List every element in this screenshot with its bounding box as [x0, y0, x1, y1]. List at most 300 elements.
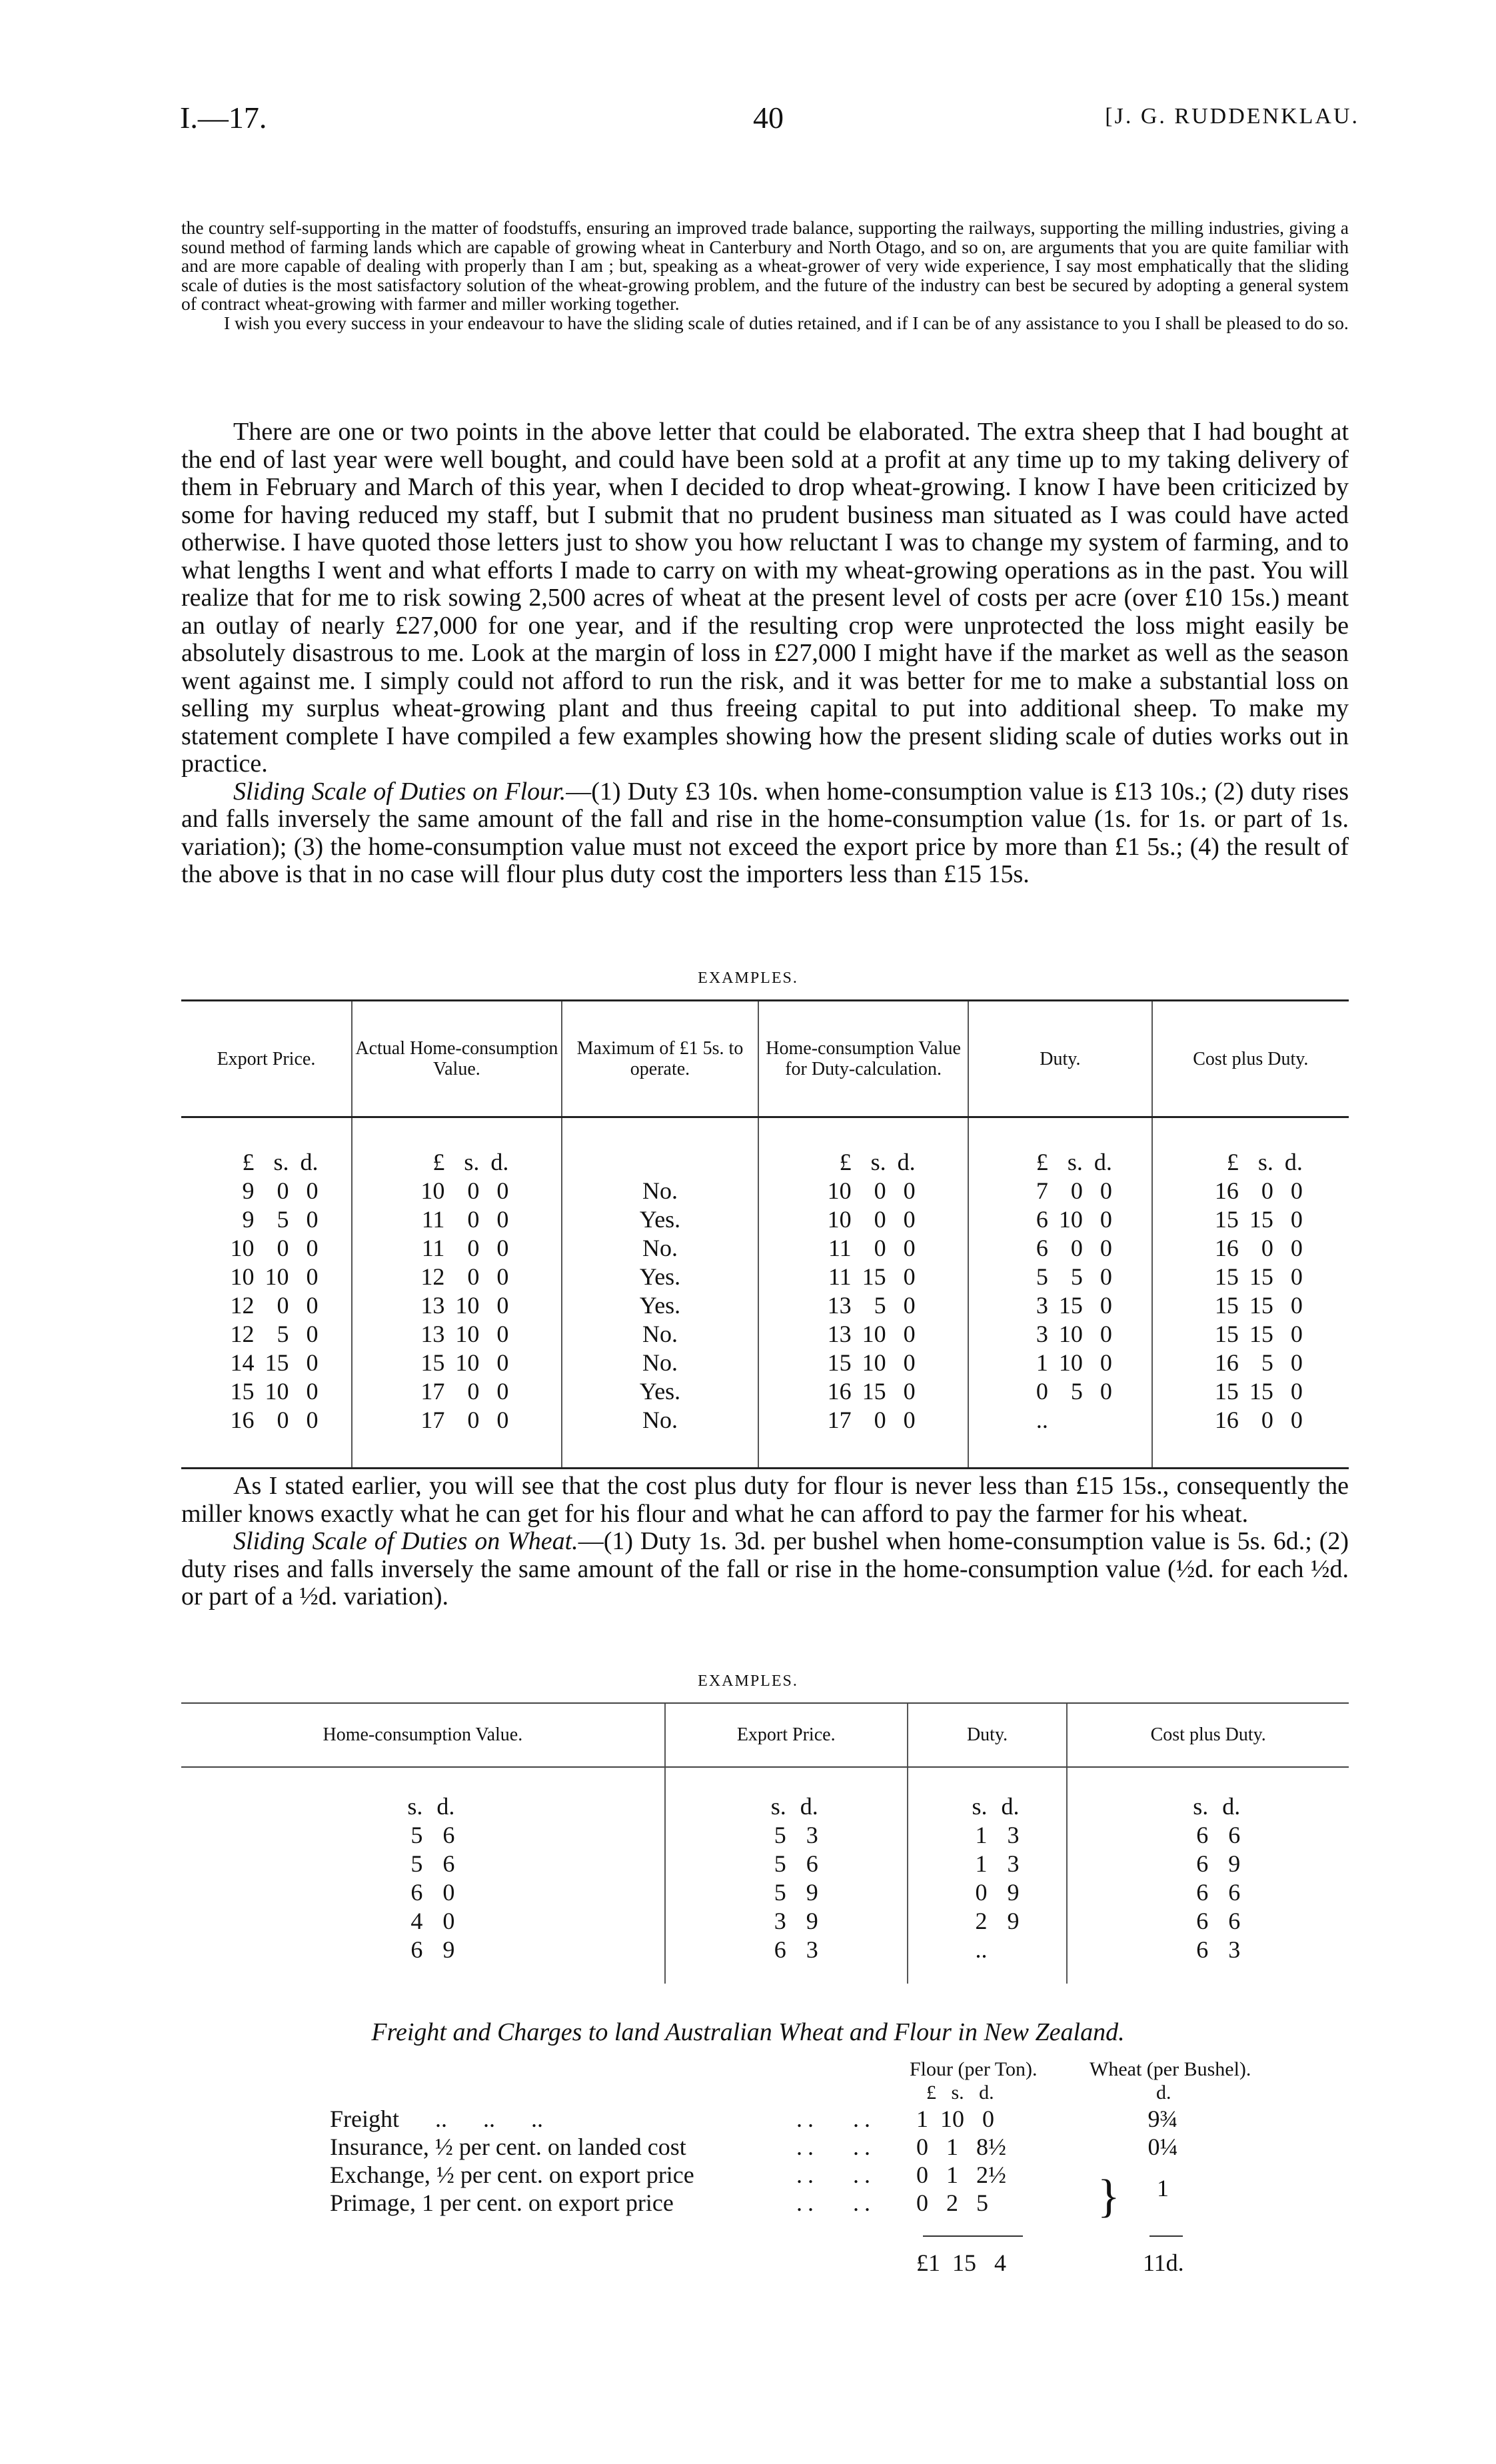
- amount-part: 0: [306, 1177, 319, 1204]
- amount-part: 6: [1228, 1879, 1241, 1906]
- amount-part: [1083, 1407, 1112, 1434]
- cell-export: [181, 1205, 352, 1234]
- table-row: [181, 1320, 1349, 1349]
- amount-part: £: [432, 1149, 445, 1175]
- amount: [812, 1263, 916, 1291]
- amount-part: 3: [1228, 1936, 1241, 1963]
- cell-cost: [1152, 1406, 1349, 1469]
- amount-part: 0: [903, 1263, 916, 1290]
- amount-part: 0: [306, 1407, 319, 1433]
- units-cell: [181, 1117, 352, 1177]
- amount: [1199, 1235, 1303, 1262]
- amount-part: 10: [230, 1235, 255, 1261]
- amount-part: 0: [1100, 1263, 1112, 1290]
- freight-column-headers: [330, 2056, 1276, 2084]
- flour-amount: 0 1 8½: [916, 2134, 1006, 2160]
- amount-part: 17: [420, 1378, 445, 1405]
- charge-label: Exchange, ½ per cent. on export price: [330, 2161, 694, 2188]
- amount-part: 15: [1249, 1378, 1273, 1405]
- cell: [1067, 1878, 1349, 1907]
- amount: [956, 1936, 1020, 1964]
- amount-part: 3: [806, 1822, 818, 1848]
- amount-part: 9: [1007, 1908, 1020, 1934]
- amount-part: 11: [421, 1235, 445, 1261]
- amount-part: 0: [496, 1407, 509, 1433]
- amount-part: 11: [421, 1206, 445, 1233]
- amount-part: 15: [1214, 1321, 1239, 1347]
- amount-part: 12: [230, 1321, 255, 1347]
- units-cell: [908, 1767, 1068, 1821]
- amount-part: 17: [420, 1407, 445, 1433]
- cell: [908, 1878, 1068, 1907]
- cell: [181, 1878, 665, 1907]
- amount-part: 5: [1070, 1378, 1083, 1405]
- amount: [214, 1177, 318, 1205]
- amount-part: 5: [774, 1822, 786, 1848]
- cell: [1067, 1936, 1349, 1984]
- body-text-2: [181, 1473, 1349, 1611]
- units-cell: [1067, 1767, 1349, 1821]
- amount: [1199, 1378, 1303, 1405]
- amount-part: d.: [300, 1149, 319, 1175]
- leader-dots: .. ..: [796, 2189, 876, 2216]
- table-row: [181, 1177, 1349, 1205]
- amount-part: d.: [490, 1149, 509, 1175]
- amount: [956, 1850, 1020, 1878]
- cell-actual: [352, 1349, 562, 1377]
- amount-part: 5: [774, 1879, 786, 1906]
- amount: [1199, 1149, 1303, 1176]
- amount-part: 6: [1196, 1936, 1209, 1963]
- table-row: [181, 1406, 1349, 1469]
- amount-part: 9: [806, 1879, 818, 1906]
- amount: [1008, 1292, 1112, 1319]
- amount: [390, 1879, 454, 1906]
- amount-part: 6: [1228, 1822, 1241, 1848]
- amount-part: d.: [436, 1793, 455, 1820]
- amount-part: 6: [410, 1879, 423, 1906]
- body-text: [181, 418, 1349, 889]
- amount-part: 3: [1036, 1321, 1048, 1347]
- amount: [754, 1936, 818, 1964]
- wheat-duty-table: [181, 1702, 1349, 1984]
- column-header: Home-consumption Value.: [181, 1703, 665, 1767]
- amount-part: 15: [827, 1349, 852, 1376]
- cell-export: [181, 1263, 352, 1291]
- amount-part: 6: [1036, 1206, 1048, 1233]
- amount-part: 16: [1214, 1177, 1239, 1204]
- amount: [1008, 1263, 1112, 1291]
- cell-hcv: [758, 1205, 968, 1234]
- table-row: [181, 1205, 1349, 1234]
- cell-hcv: [758, 1177, 968, 1205]
- amount: [1008, 1407, 1112, 1434]
- table-row: [181, 1850, 1349, 1878]
- cell-duty: [968, 1406, 1152, 1469]
- amount-part: 15: [1214, 1292, 1239, 1319]
- amount: [404, 1349, 508, 1377]
- amount-part: 0: [1100, 1349, 1112, 1376]
- amount-part: 3: [1007, 1850, 1020, 1877]
- column-header: Export Price.: [181, 1001, 352, 1117]
- amount: [214, 1292, 318, 1319]
- column-header: Duty.: [968, 1001, 1152, 1117]
- table-row: [181, 1291, 1349, 1320]
- amount: [1176, 1879, 1240, 1906]
- amount-part: 15: [230, 1378, 255, 1405]
- amount-part: 12: [420, 1263, 445, 1290]
- cell-cost: [1152, 1263, 1349, 1291]
- amount-part: 0: [903, 1206, 916, 1233]
- amount-part: 0: [1100, 1177, 1112, 1204]
- flour-amount: 1 10 0: [916, 2106, 994, 2132]
- body-paragraph: As I stated earlier, you will see that the cost plus duty for flour is never less than £15 15s., consequently the miller knows exactly what he can get for his flour and what he can afford to pay the farmer for his wheat.: [181, 1472, 1349, 1528]
- amount-part: 16: [1214, 1349, 1239, 1376]
- amount-part: [1048, 1407, 1083, 1434]
- amount-part: 13: [420, 1321, 445, 1347]
- amount-part: 16: [230, 1407, 255, 1433]
- amount-part: 0: [442, 1908, 455, 1934]
- flour-total: £1 15 4: [916, 2249, 1006, 2276]
- cell-export: [181, 1234, 352, 1263]
- cell-duty: [968, 1349, 1152, 1377]
- units-row: [181, 1117, 1349, 1177]
- amount: [754, 1908, 818, 1935]
- leader-dots: .. ..: [796, 2106, 876, 2132]
- amount: [812, 1149, 916, 1176]
- flour-header: Flour (per Ton).: [910, 2058, 1038, 2080]
- cell-duty: [968, 1234, 1152, 1263]
- amount-part: 0: [277, 1292, 289, 1319]
- cell-export: [181, 1320, 352, 1349]
- amount-part: 10: [265, 1378, 289, 1405]
- amount-part: 0: [496, 1177, 509, 1204]
- cell-actual: [352, 1291, 562, 1320]
- amount-part: 0: [1290, 1292, 1303, 1319]
- amount-part: 10: [230, 1263, 255, 1290]
- amount-part: 15: [265, 1349, 289, 1376]
- quoted-letter: [181, 219, 1349, 332]
- amount-part: 3: [774, 1908, 786, 1934]
- amount-part: 0: [903, 1378, 916, 1405]
- column-header: Cost plus Duty.: [1152, 1001, 1349, 1117]
- amount-part: 0: [1100, 1206, 1112, 1233]
- amount-part: 9: [242, 1206, 255, 1233]
- amount-part: 11: [828, 1235, 852, 1261]
- page-header: [180, 100, 1359, 140]
- cell-hcv: [758, 1234, 968, 1263]
- amount: [956, 1908, 1020, 1935]
- cell: [181, 1936, 665, 1984]
- cell-cost: [1152, 1377, 1349, 1406]
- amount: [390, 1908, 454, 1935]
- cell-max: No.: [562, 1406, 758, 1469]
- amount-part: 0: [306, 1235, 319, 1261]
- amount-part: 0: [467, 1235, 480, 1261]
- amount-part: 9: [1228, 1850, 1241, 1877]
- amount-part: 15: [1214, 1206, 1239, 1233]
- amount-part: 1: [975, 1822, 988, 1848]
- amount: [812, 1177, 916, 1205]
- amount-part: 1: [975, 1850, 988, 1877]
- amount: [214, 1149, 318, 1176]
- units-cell: [968, 1117, 1152, 1177]
- amount: [1176, 1822, 1240, 1849]
- amount-part: 5: [874, 1292, 886, 1319]
- cell-actual: [352, 1177, 562, 1205]
- cell-actual: [352, 1406, 562, 1469]
- amount-part: 0: [874, 1206, 886, 1233]
- cell-max: Yes.: [562, 1377, 758, 1406]
- amount: [1199, 1349, 1303, 1377]
- amount: [812, 1292, 916, 1319]
- amount-part: 14: [230, 1349, 255, 1376]
- paragraph-title: Sliding Scale of Duties on Wheat.: [233, 1527, 578, 1555]
- body-paragraph: There are one or two points in the above letter that could be elaborated. The extra sheep that I had bought at the end of last year were well bought, and could have been sold at a profit at any time up to my taking delivery of them in February and March of this year, when I decided to drop wheat-growing. I know I have been criticized by some for having reduced my staff, but I submit that no prudent business man situated as I was could have acted otherwise. I have quoted those letters just to show you how reluctant I was to change my system of farming, and to what lengths I went and what efforts I made to carry on with my wheat-growing operations as in the past. You will realize that for me to risk sowing 2,500 acres of wheat at the present level of costs per acre (over £10 15s.) meant an outlay of nearly £27,000 for one year, and if the resulting crop were unprotected the loss might easily be absolutely disastrous to me. Look at the margin of loss in £27,000 I might have if the market as well as the season went against me. I simply could not afford to run the risk, and it was better for me to make a substantial loss on selling my surplus wheat-growing plant and thus freeing capital to put into additional sheep. To make my statement complete I have compiled a few examples showing how the present sliding scale of duties works out in practice.: [181, 418, 1349, 778]
- amount: [390, 1936, 454, 1964]
- amount-part: 6: [410, 1936, 423, 1963]
- amount: [1176, 1850, 1240, 1878]
- cell-cost: [1152, 1349, 1349, 1377]
- table-row: [181, 1821, 1349, 1850]
- wheat-amount: 0¼: [1147, 2134, 1178, 2160]
- freight-units: [330, 2084, 1276, 2105]
- amount-part: 0: [1290, 1378, 1303, 1405]
- amount: [956, 1879, 1020, 1906]
- amount-part: 6: [1228, 1908, 1241, 1934]
- amount: [390, 1850, 454, 1878]
- amount-part: 15: [1214, 1263, 1239, 1290]
- table-row: [181, 1349, 1349, 1377]
- cell-hcv: [758, 1349, 968, 1377]
- amount-part: s.: [273, 1149, 289, 1175]
- amount-part: 0: [306, 1263, 319, 1290]
- amount-part: 10: [455, 1292, 480, 1319]
- amount-part: 16: [1214, 1407, 1239, 1433]
- amount-part: 10: [862, 1349, 886, 1376]
- amount-part: 10: [420, 1177, 445, 1204]
- cell: [908, 1907, 1068, 1936]
- amount-part: s.: [1193, 1793, 1209, 1820]
- amount: [404, 1206, 508, 1233]
- amount-part: 0: [467, 1407, 480, 1433]
- column-header: Home-consumption Value for Duty-calculation.: [758, 1001, 968, 1117]
- wheat-amount: 9¾: [1147, 2106, 1178, 2132]
- units-cell: [562, 1117, 758, 1177]
- amount-part: 0: [306, 1349, 319, 1376]
- amount: [1008, 1349, 1112, 1377]
- amount-part: 0: [306, 1206, 319, 1233]
- column-header: Cost plus Duty.: [1067, 1703, 1349, 1767]
- flour-duty-table: [181, 999, 1349, 1469]
- amount-part: 0: [1100, 1378, 1112, 1405]
- amount-part: 0: [1261, 1235, 1273, 1261]
- amount-part: 0: [1290, 1349, 1303, 1376]
- amount-part: 0: [496, 1206, 509, 1233]
- amount: [404, 1263, 508, 1291]
- amount-part: s.: [464, 1149, 480, 1175]
- cell-max: No.: [562, 1349, 758, 1377]
- amount-part: 5: [410, 1822, 423, 1848]
- freight-row: [330, 2189, 1276, 2217]
- cell-cost: [1152, 1320, 1349, 1349]
- amount-part: 3: [1007, 1822, 1020, 1848]
- amount: [754, 1879, 818, 1906]
- amount-part: 13: [827, 1292, 852, 1319]
- column-header: Duty.: [908, 1703, 1068, 1767]
- amount-part: d.: [1222, 1793, 1241, 1820]
- amount-part: 0: [1036, 1378, 1048, 1405]
- amount: [404, 1292, 508, 1319]
- cell-export: [181, 1177, 352, 1205]
- amount-part: 0: [874, 1235, 886, 1261]
- charge-label: Insurance, ½ per cent. on landed cost: [330, 2134, 686, 2160]
- amount-part: 6: [442, 1850, 455, 1877]
- table-caption: EXAMPLES.: [698, 1672, 798, 1690]
- amount: [1199, 1407, 1303, 1434]
- amount-part: 6: [1036, 1235, 1048, 1261]
- column-header: Export Price.: [665, 1703, 908, 1767]
- amount-part: 0: [496, 1349, 509, 1376]
- amount: [956, 1793, 1020, 1820]
- table-row: [181, 1936, 1349, 1984]
- flour-amount: 0 2 5: [916, 2189, 988, 2216]
- units-cell: [352, 1117, 562, 1177]
- amount-part: 10: [827, 1206, 852, 1233]
- amount-part: 15: [1214, 1378, 1239, 1405]
- amount-part: 0: [903, 1407, 916, 1433]
- table-row: [181, 1234, 1349, 1263]
- amount: [404, 1149, 508, 1176]
- amount: [754, 1822, 818, 1849]
- amount-part: 0: [1100, 1235, 1112, 1261]
- amount-part: £: [1226, 1149, 1239, 1175]
- cell: [1067, 1821, 1349, 1850]
- amount: [1008, 1378, 1112, 1405]
- amount-part: d.: [1284, 1149, 1303, 1175]
- amount-part: 0: [306, 1321, 319, 1347]
- body-paragraph: [181, 778, 1349, 889]
- amount-part: s.: [870, 1149, 886, 1175]
- amount-part: d.: [897, 1149, 916, 1175]
- amount-part: 0: [903, 1349, 916, 1376]
- amount-part: 0: [467, 1378, 480, 1405]
- amount: [956, 1822, 1020, 1849]
- amount-part: £: [242, 1149, 255, 1175]
- amount: [1008, 1177, 1112, 1205]
- amount-part: 10: [1058, 1206, 1083, 1233]
- amount: [1176, 1936, 1240, 1964]
- amount-part: 0: [496, 1292, 509, 1319]
- amount-part: 9: [806, 1908, 818, 1934]
- amount: [214, 1321, 318, 1348]
- amount-part: 0: [306, 1378, 319, 1405]
- amount: [1008, 1235, 1112, 1262]
- amount-part: ..: [975, 1936, 988, 1963]
- cell: [908, 1936, 1068, 1984]
- amount-part: 0: [306, 1292, 319, 1319]
- amount-part: s.: [1067, 1149, 1083, 1175]
- cell-actual: [352, 1205, 562, 1234]
- amount-part: 3: [1036, 1292, 1048, 1319]
- units-cell: [181, 1767, 665, 1821]
- amount-part: s.: [1257, 1149, 1273, 1175]
- amount-part: 5: [774, 1850, 786, 1877]
- amount-part: 11: [828, 1263, 852, 1290]
- amount: [754, 1850, 818, 1878]
- amount-part: d.: [800, 1793, 818, 1820]
- amount-part: 0: [903, 1235, 916, 1261]
- paragraph-title: Sliding Scale of Duties on Flour.: [233, 777, 566, 806]
- charge-label: Freight .. .. ..: [330, 2106, 543, 2132]
- amount-part: 4: [410, 1908, 423, 1934]
- wheat-amount: 1: [1157, 2175, 1169, 2201]
- cell: [665, 1850, 908, 1878]
- amount-part: 0: [467, 1263, 480, 1290]
- amount: [812, 1235, 916, 1262]
- amount-part: 0: [277, 1407, 289, 1433]
- amount-part: 16: [827, 1378, 852, 1405]
- amount-part: £: [1036, 1149, 1048, 1175]
- paragraph-text: —(1) Duty 1s. 3d. per bushel when home-consumption value is 5s. 6d.; (2) duty rises and falls inversely the same amount of the fall or rise in the home-consumption value (½d. for each ½d. or part of a ½d. variation).: [181, 1527, 1349, 1610]
- amount: [1199, 1292, 1303, 1319]
- table-row: [181, 1878, 1349, 1907]
- amount: [404, 1407, 508, 1434]
- amount-part: 5: [277, 1321, 289, 1347]
- page-number: 40: [753, 101, 784, 135]
- letter-paragraph: I wish you every success in your endeavour to have the sliding scale of duties retained, and if I can be of any assistance to you I shall be pleased to do so.: [224, 312, 1349, 333]
- wheat-header: Wheat (per Bushel).: [1090, 2058, 1251, 2080]
- amount-part: 6: [774, 1936, 786, 1963]
- document-reference: I.—17.: [180, 101, 267, 135]
- cell: [1067, 1907, 1349, 1936]
- cell-max: No.: [562, 1177, 758, 1205]
- amount-part: 15: [420, 1349, 445, 1376]
- amount-part: 0: [874, 1177, 886, 1204]
- cell-max: No.: [562, 1320, 758, 1349]
- cell-hcv: [758, 1320, 968, 1349]
- amount-part: 10: [455, 1349, 480, 1376]
- amount: [1008, 1149, 1112, 1176]
- paragraph-text: —(1) Duty £3 10s. when home-consumption value is £13 10s.; (2) duty rises and falls inversely the same amount of the fall and rise in the home-consumption value (1s. for 1s. or part of 1s. variation); (3) the home-consumption value must not exceed the export price by more than £1 5s.; (4) the result of the above is that in no case will flour plus duty cost the importers less than £15 15s.: [181, 777, 1349, 888]
- table-row: [181, 1263, 1349, 1291]
- amount: [812, 1321, 916, 1348]
- amount-part: 0: [1290, 1321, 1303, 1347]
- amount: [1199, 1263, 1303, 1291]
- amount-part: 5: [410, 1850, 423, 1877]
- amount: [1199, 1206, 1303, 1233]
- leader-dots: .. ..: [796, 2134, 876, 2160]
- table-row: [181, 1377, 1349, 1406]
- table-row: [181, 1907, 1349, 1936]
- amount-part: 0: [442, 1879, 455, 1906]
- amount-part: 12: [230, 1292, 255, 1319]
- amount-part: 0: [874, 1407, 886, 1433]
- amount-part: 15: [1249, 1321, 1273, 1347]
- amount: [1008, 1321, 1112, 1348]
- cell-max: Yes.: [562, 1291, 758, 1320]
- amount-part: 9: [242, 1177, 255, 1204]
- amount-part: 15: [1058, 1292, 1083, 1319]
- body-paragraph: [181, 1528, 1349, 1611]
- cell-export: [181, 1406, 352, 1469]
- cell-export: [181, 1349, 352, 1377]
- freight-row: [330, 2161, 1276, 2201]
- cell-max: Yes.: [562, 1205, 758, 1234]
- amount-part: 13: [827, 1321, 852, 1347]
- cell-actual: [352, 1320, 562, 1349]
- amount-part: 5: [1070, 1263, 1083, 1290]
